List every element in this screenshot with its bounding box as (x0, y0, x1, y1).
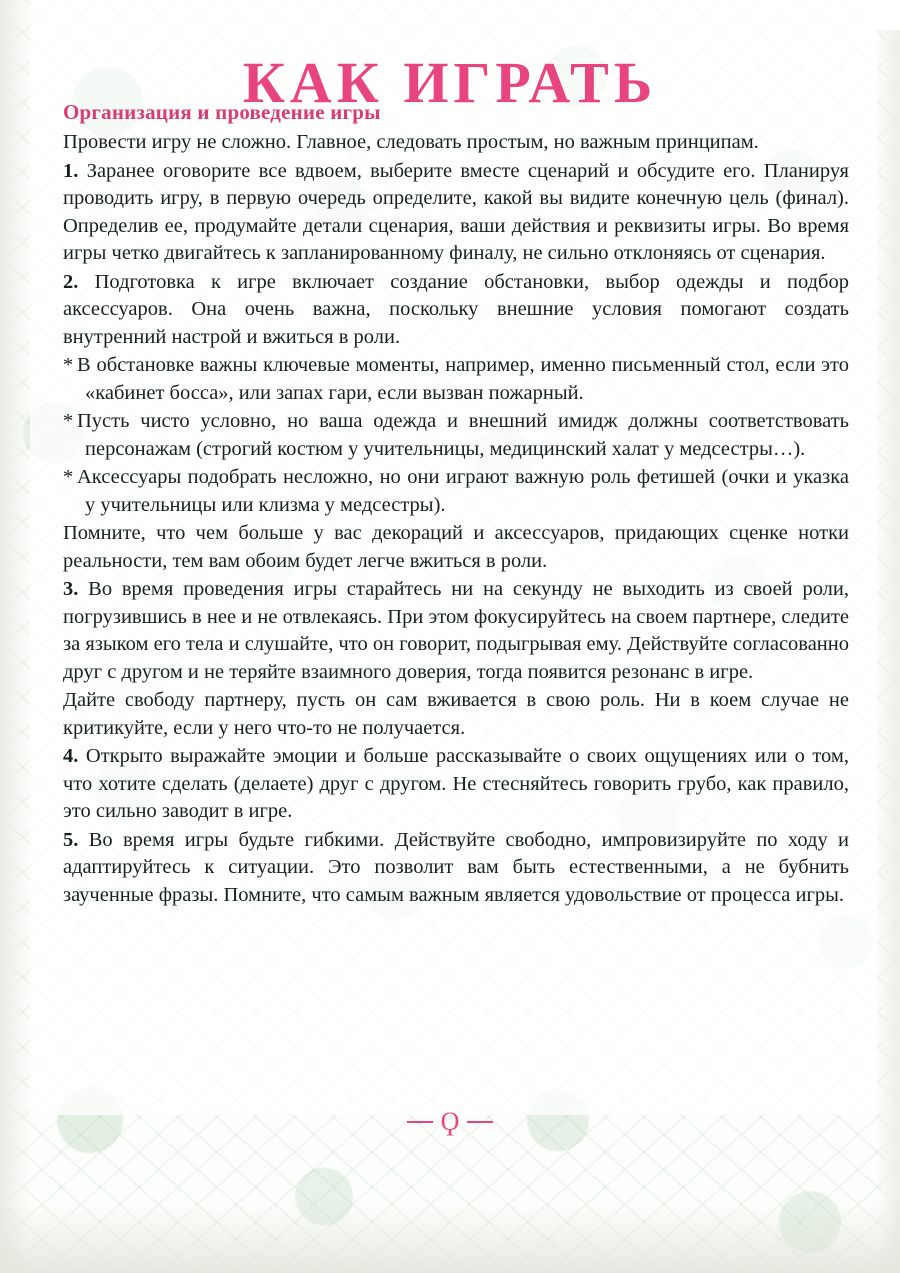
paragraph-text: Во время проведения игры старайтесь ни на секунду не выходить из своей роли, погрузившись в нее и не отвлекаясь. При этом фокусируйтесь на своем партнере, следите за языком его тела и слушайте, что он говорит, подыгрывая ему. Действуйте согласованно друг с другом и не теряйте взаимного доверия, тогда появится резонанс в игре. (63, 578, 849, 683)
page-title: КАК ИГРАТЬ (242, 49, 658, 115)
paragraph-item-3 (63, 576, 849, 686)
paragraph-intro (63, 129, 849, 157)
paragraph-text: Открыто выражайте эмоции и больше рассказывайте о своих ощущениях или о том, что хотите сделать (делаете) друг с другом. Не стесняйтесь говорить грубо, как правило, это сильно заводит в игре. (63, 745, 849, 822)
ornament-glyph-icon: Ϙ (440, 1107, 460, 1137)
paragraph-item-2 (63, 269, 849, 352)
paragraph-note-freedom (63, 687, 849, 742)
paragraph-text: Дайте свободу партнеру, пусть он сам вживается в свою роль. Ни в коем случае не критикуйте, если у него что-то не получается. (63, 689, 849, 739)
paragraph-item-4 (63, 743, 849, 826)
footer-ornament (0, 1105, 900, 1135)
paragraph-note-decor (63, 520, 849, 575)
bullet-item-3 (63, 464, 849, 519)
ornament-rule-left (407, 1121, 433, 1123)
list-number: 2. (63, 270, 79, 293)
paragraph-text: Подготовка к игре включает создание обстановки, выбор одежды и подбор аксессуаров. Она очень важна, поскольку внешние условия помогают создать внутренний настрой и вжиться в роли. (63, 270, 849, 348)
section-subtitle: Организация и проведение игры (63, 100, 381, 124)
bullet-text: В обстановке важны ключевые моменты, например, именно письменный стол, если это «кабинет босса», или запах гари, если вызван пожарный. (77, 354, 849, 404)
asterisk-bullet-icon: * (63, 410, 74, 432)
list-number: 5. (63, 828, 79, 851)
asterisk-bullet-icon: * (63, 466, 74, 488)
list-number: 4. (63, 745, 79, 767)
paragraph-item-5 (63, 827, 849, 910)
paragraph-item-1 (63, 158, 849, 268)
paragraph-text: Помните, что чем больше у вас декораций и аксессуаров, придающих сценке нотки реальности, тем вам обоим будет легче вжиться в роли. (63, 522, 849, 572)
paragraph-text: Провести игру не сложно. Главное, следовать простым, но важным принципам. (63, 131, 759, 153)
ornament-rule-right (467, 1121, 493, 1123)
bullet-item-1 (63, 352, 849, 407)
bullet-text: Пусть чисто условно, но ваша одежда и внешний имидж должны соответствовать персонажам (строгий костюм у учительницы, медицинский халат у медсестры…). (77, 410, 849, 460)
asterisk-bullet-icon: * (63, 354, 74, 376)
paragraph-text: Заранее оговорите все вдвоем, выберите вместе сценарий и обсудите его. Планируя проводить игру, в первую очередь определите, какой вы видите конечную цель (финал). Определив ее, продумайте детали сценария, ваши действия и реквизиты игры. Во время игры четко двигайтесь к запланированному финалу, не сильно отклоняясь от сценария. (63, 159, 849, 264)
list-number: 3. (63, 578, 79, 600)
paragraph-text: Во время игры будьте гибкими. Действуйте свободно, импровизируйте по ходу и адаптируйтесь к ситуации. Это позволит вам быть естественными, а не бубнить заученные фразы. Помните, что самым важным является удовольствие от процесса игры. (63, 828, 849, 906)
list-number: 1. (63, 159, 79, 182)
bullet-text: Аксессуары подобрать несложно, но они играют важную роль фетишей (очки и указка у учительницы или клизма у медсестры). (77, 466, 849, 516)
bullet-item-2 (63, 408, 849, 463)
body-column (63, 100, 849, 910)
